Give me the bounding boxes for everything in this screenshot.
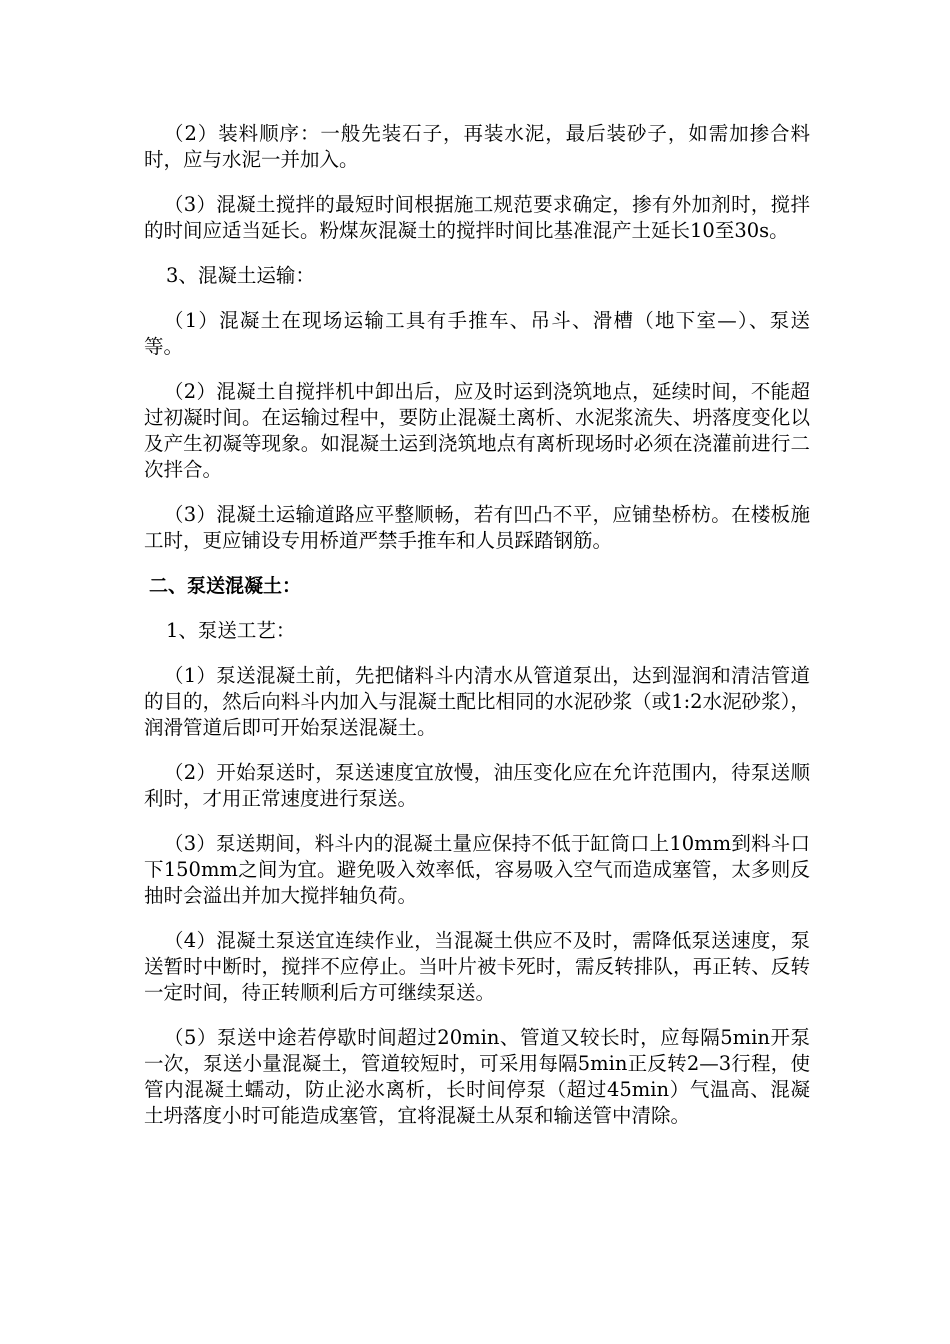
paragraph-transport-road: （3）混凝土运输道路应平整顺畅，若有凹凸不平，应铺垫桥枋。在楼板施工时，更应铺设专用桥道严禁手推车和人员踩踏钢筋。 bbox=[144, 503, 810, 552]
subheading-concrete-transport: 3、混凝土运输： bbox=[166, 264, 315, 287]
paragraph-pumping-step-4: （4）混凝土泵送宜连续作业，当混凝土供应不及时，需降低泵送速度，泵送暂时中断时，搅拌不应停止。当叶片被卡死时，需反转排队，再正转、反转一定时间，待正转顺利后方可继续泵送。 bbox=[144, 929, 810, 1004]
paragraph-pumping-step-1: （1）泵送混凝土前，先把储料斗内清水从管道泵出，达到湿润和清洁管道的目的，然后向料斗内加入与混凝土配比相同的水泥砂浆（或1:2水泥砂浆），润滑管道后即可开始泵送混凝土。 bbox=[144, 664, 810, 739]
paragraph-pumping-step-3: （3）泵送期间，料斗内的混凝土量应保持不低于缸筒口上10mm到料斗口下150mm之间为宜。避免吸入效率低，容易吸入空气而造成塞管，太多则反抽时会溢出并加大搅拌轴负荷。 bbox=[144, 832, 810, 907]
paragraph-loading-order: （2）装料顺序：一般先装石子，再装水泥，最后装砂子，如需加掺合料时，应与水泥一并加入。 bbox=[144, 122, 810, 171]
paragraph-transport-tools: （1）混凝土在现场运输工具有手推车、吊斗、滑槽（地下室—）、泵送等。 bbox=[144, 309, 810, 358]
subheading-pumping-process: 1、泵送工艺： bbox=[166, 619, 296, 642]
paragraph-transport-timing: （2）混凝土自搅拌机中卸出后，应及时运到浇筑地点，延续时间，不能超过初凝时间。在运输过程中，要防止混凝土离析、水泥浆流失、坍落度变化以及产生初凝等现象。如混凝土运到浇筑地点有离析现场时必须在浇灌前进行二次拌合。 bbox=[144, 380, 810, 481]
section-heading-pumped-concrete: 二、泵送混凝土： bbox=[149, 575, 302, 597]
paragraph-pumping-step-5: （5）泵送中途若停歇时间超过20min、管道又较长时，应每隔5min开泵一次，泵送小量混凝土，管道较短时，可采用每隔5min正反转2—3行程，使管内混凝土蠕动，防止泌水离析，长时间停泵（超过45min）气温高、混凝土坍落度小时可能造成塞管，宜将混凝土从泵和输送管中清除。 bbox=[144, 1026, 810, 1127]
paragraph-mixing-time: （3）混凝土搅拌的最短时间根据施工规范要求确定，掺有外加剂时，搅拌的时间应适当延长。粉煤灰混凝土的搅拌时间比基准混产土延长10至30s。 bbox=[144, 193, 810, 242]
document-page bbox=[144, 121, 810, 1148]
paragraph-pumping-step-2: （2）开始泵送时，泵送速度宜放慢，油压变化应在允许范围内，待泵送顺利时，才用正常速度进行泵送。 bbox=[144, 761, 810, 810]
